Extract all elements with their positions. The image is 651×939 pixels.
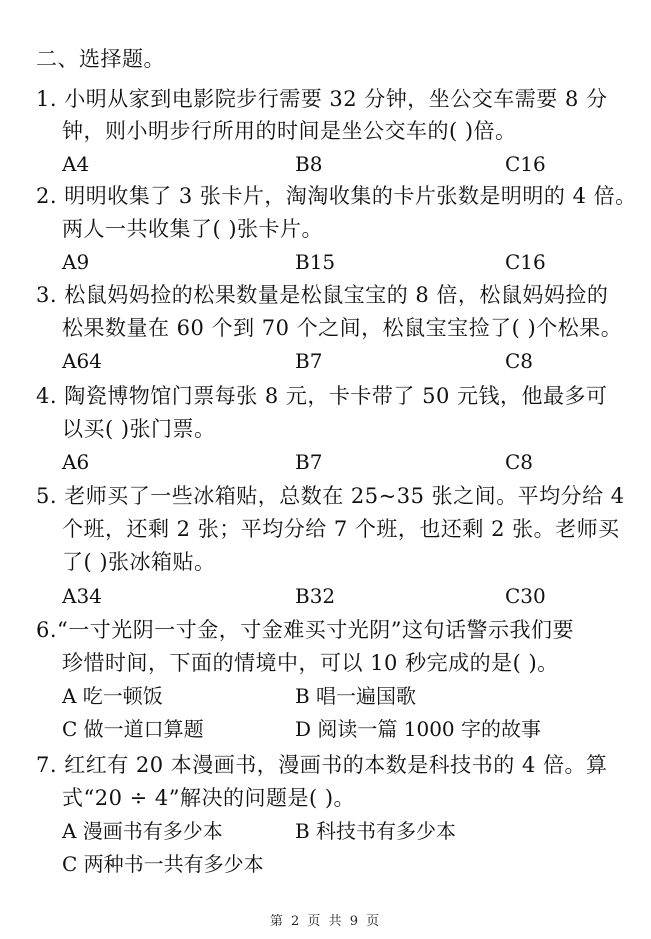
question-7-line-2: 式“20 ÷ 4”解决的问题是( )。: [62, 786, 356, 810]
question-6-option-d: D 阅读一篇 1000 字的故事: [295, 717, 542, 741]
section-title: 二、选择题。: [36, 47, 165, 71]
question-6-line-2: 珍惜时间，下面的情境中，可以 10 秒完成的是( )。: [62, 651, 559, 675]
question-5-line-2: 个班，还剩 2 张；平均分给 7 个班，也还剩 2 张。老师买: [62, 517, 620, 541]
question-3-option-a: A64: [62, 349, 102, 373]
question-5-option-c: C30: [505, 584, 546, 608]
question-7-option-b: B 科技书有多少本: [295, 819, 457, 843]
question-1-line-2: 钟，则小明步行所用的时间是坐公交车的( )倍。: [62, 119, 517, 143]
question-3-option-c: C8: [505, 349, 534, 373]
question-5-line-3: 了( )张冰箱贴。: [62, 550, 216, 574]
question-6-option-c: C 做一道口算题: [62, 717, 204, 741]
question-7-option-c: C 两种书一共有多少本: [62, 852, 264, 876]
question-3-line-1: 3. 松鼠妈妈捡的松果数量是松鼠宝宝的 8 倍，松鼠妈妈捡的: [36, 283, 609, 307]
question-5-option-b: B32: [295, 584, 336, 608]
question-4-option-a: A6: [62, 450, 90, 474]
question-6-option-a: A 吃一顿饭: [62, 684, 163, 708]
question-1-option-c: C16: [505, 152, 546, 176]
question-3-line-2: 松果数量在 60 个到 70 个之间，松鼠宝宝捡了( )个松果。: [62, 316, 623, 340]
question-1-option-b: B8: [295, 152, 323, 176]
question-3-option-b: B7: [295, 349, 323, 373]
question-2-line-2: 两人一共收集了( )张卡片。: [62, 217, 324, 241]
question-2-option-b: B15: [295, 250, 336, 274]
question-2-option-c: C16: [505, 250, 546, 274]
question-1-line-1: 1. 小明从家到电影院步行需要 32 分钟，坐公交车需要 8 分: [36, 87, 608, 111]
question-7-option-a: A 漫画书有多少本: [62, 819, 223, 843]
question-4-line-2: 以买( )张门票。: [62, 417, 216, 441]
question-2-line-1: 2. 明明收集了 3 张卡片，淘淘收集的卡片张数是明明的 4 倍。: [36, 184, 637, 208]
question-7-line-1: 7. 红红有 20 本漫画书，漫画书的本数是科技书的 4 倍。算: [36, 753, 608, 777]
question-4-line-1: 4. 陶瓷博物馆门票每张 8 元，卡卡带了 50 元钱，他最多可: [36, 384, 608, 408]
question-6-option-b: B 唱一遍国歌: [295, 684, 417, 708]
question-4-option-c: C8: [505, 450, 534, 474]
question-4-option-b: B7: [295, 450, 323, 474]
question-5-line-1: 5. 老师买了一些冰箱贴，总数在 25~35 张之间。平均分给 4: [36, 484, 625, 508]
page-footer: 第 2 页 共 9 页: [269, 914, 382, 929]
question-2-option-a: A9: [62, 250, 90, 274]
question-5-option-a: A34: [62, 584, 102, 608]
question-6-line-1: 6.“一寸光阴一寸金，寸金难买寸光阴”这句话警示我们要: [36, 618, 575, 642]
question-1-option-a: A4: [62, 152, 90, 176]
